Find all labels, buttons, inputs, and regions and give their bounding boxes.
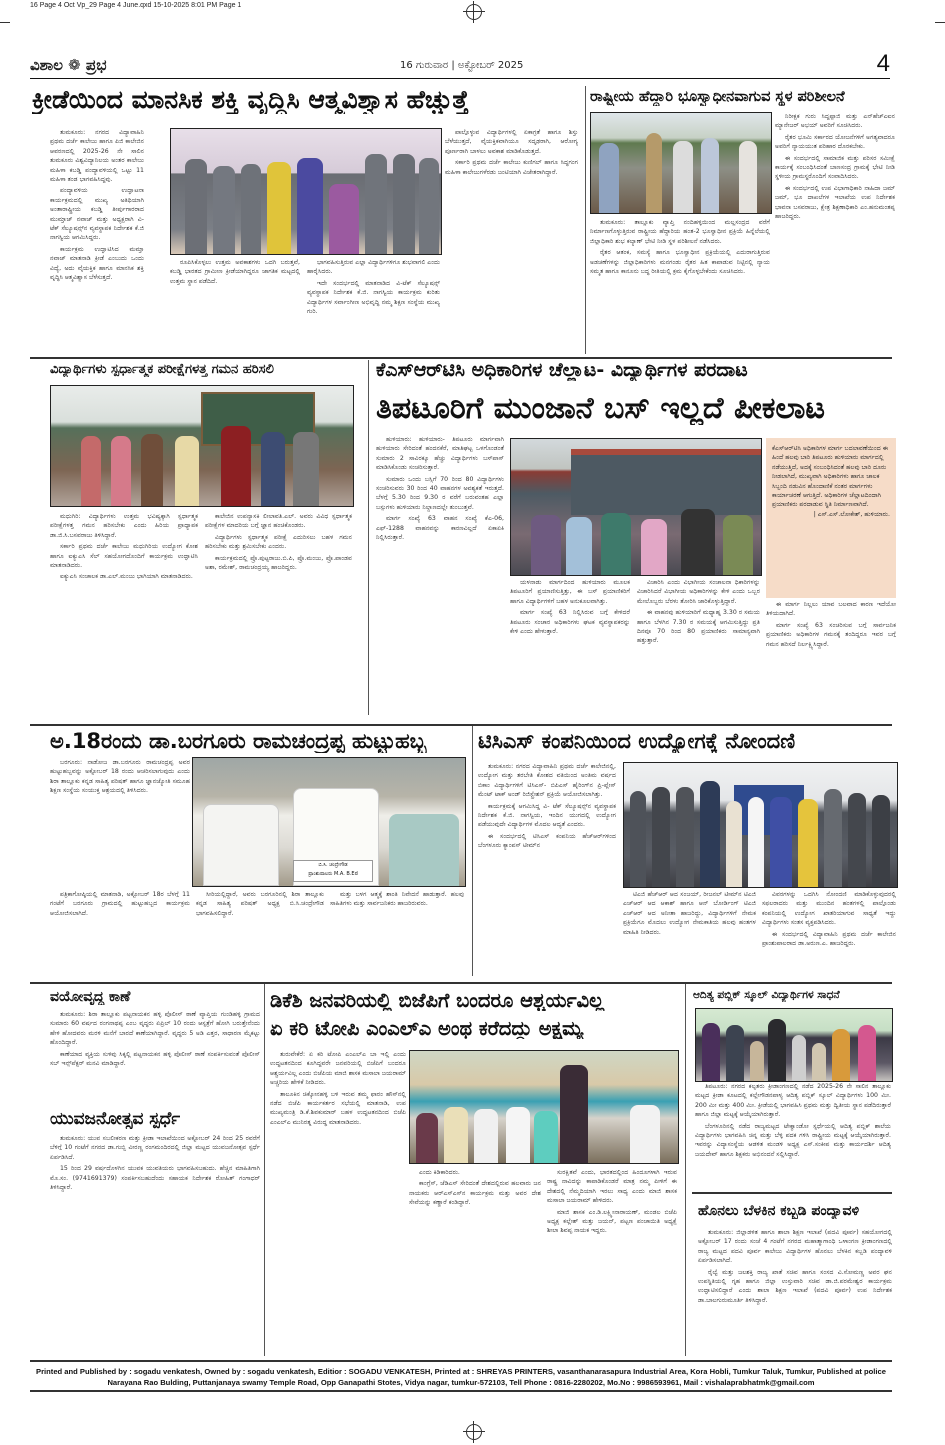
- competitive-headline: ವಿದ್ಯಾರ್ಥಿಗಳು ಸ್ಪರ್ಧಾತ್ಮಕ ಪರೀಕ್ಷೆಗಳತ್ತ ಗಮನ ಹರಿಸಲಿ: [50, 363, 274, 377]
- registration-mark-top: [466, 4, 482, 20]
- tcs-headline: ಟಿಸಿಎಸ್ ಕಂಪನಿಯಿಂದ ಉದ್ಯೋಗಕ್ಕೆ ನೋಂದಣಿ: [478, 730, 796, 753]
- competitive-exam-photo: [50, 385, 354, 507]
- sports-col-4: ಪಾಲ್ಗೊಳ್ಳುವ ವಿದ್ಯಾರ್ಥಿಗಳಲ್ಲಿ ಏಕಾಗ್ರತೆ ಹಾಗೂ ಶಿಸ್ತು ಬೆಳೆಯುತ್ತದೆ, ವೈಯಕ್ತಿಕವಾಗಿಯೂ ಸದೃಢರಾಗಿ, ಆರೋಗ್ಯ ಪೂರ್ಣರಾಗಿ ಬಾಳಲು ಅವಕಾಶ ಮಾಡಿಕೊಡುತ್ತದೆ. ಸರ್ಕಾರಿ ಪ್ರಥಮ ದರ್ಜೆ ಕಾಲೇಜು ಕುಣಿಗಲ್ ಹಾಗೂ ಸಿದ್ಧಗಂಗ ಮಹಿಳಾ ಕಾಲೇಜುಗಳೆರಡು ಜಂಟಿಯಾಗಿ ವಿಜೇತರಾಗಿದ್ದಾರೆ.: [445, 129, 578, 176]
- birthday-col-1: ಪತ್ರಿಕಾಗೋಷ್ಠಿಯಲ್ಲಿ ಮಾತನಾಡಿ, ಅಕ್ಟೋಬರ್ 18ರ ಬೆಳಗ್ಗೆ 11 ಗಂಟೆಗೆ ಬರಗೂರು ಗ್ರಾಮದಲ್ಲಿ ಹುಟ್ಟುಹಬ್ಬದ ಕಾರ್ಯಕ್ರಮ ಆಯೋಜಿಸಲಾಗಿದೆ.: [50, 891, 190, 917]
- birthday-press-meet-photo: [192, 757, 466, 887]
- youth-fest-headline: ಯುವಜನೋತ್ಸವ ಸ್ಪರ್ಧೆ: [50, 1110, 181, 1129]
- birthday-headline: ಅ.18ರಂದು ಡಾ.ಬರಗೂರು ರಾಮಚಂದ್ರಪ್ಪ ಹುಟ್ಟುಹಬ್ಬ: [50, 730, 427, 753]
- crop-mark: [935, 22, 945, 23]
- tcs-col-2: ಟಿಎಜಿ ಹೆಚ್‌ಆರ್ ಆದ ಸಂಜಯ್, ರೀಜನಲ್ ಟೀಮ್‌ನ ಟಿಎಜಿ ಎಚ್‌ಆರ್ ಆದ ಆಕಾಶ್ ಹಾಗೂ ಆನ್ ಬೋರ್ಡಿಂಗ್ ಟಿಎಜಿ ಎಚ್‌ಆರ್ ಆದ ಅನೀತಾ ಹಾಜರಿದ್ದು, ವಿದ್ಯಾರ್ಥಿಗಳಿಗೆ ನೇಮಕ ಪ್ರಕ್ರಿಯೆಗೂ ಮೊದಲು ಉದ್ಯೋಗ ನೇಮಕಾತಿಯ ಹಲವು ಹಂತಗಳ ಮಾಹಿತಿ ನೀಡಿದರು.: [623, 891, 756, 936]
- highway-headline: ರಾಷ್ಟ್ರೀಯ ಹೆದ್ದಾರಿ ಭೂಸ್ವಾಧೀನವಾಗುವ ಸ್ಥಳ ಪರಿಶೀಲನೆ: [590, 90, 845, 105]
- competitive-col-2: ಕಾಲೇಜಿನ ಉಪನ್ಯಾಸಕಿ ಲೀಲಾವತಿ.ಎಲ್. ಅವರು ವಿವಿಧ ಸ್ಪರ್ಧಾತ್ಮಕ ಪರೀಕ್ಷೆಗಳ ಮಾದರಿಯ ಬಗ್ಗೆ ಜ್ಞಾನ ಹಂಚಿಕೊಂಡರು. ವಿದ್ಯಾರ್ಥಿಗಳು ಸ್ಪರ್ಧಾತ್ಮಕ ಪರೀಕ್ಷೆ ಎದುರಿಸಲು ಬಹಳ ಗಮನ ಹರಿಸಬೇಕು ಮತ್ತು ಶ್ರಮಿಸಬೇಕು ಎಂದರು. ಕಾರ್ಯಕ್ರಮದಲ್ಲಿ ಪ್ರೊ.ಪುಟ್ಟರಾಜು.ಬಿ.ಪಿ, ಪ್ರೊ.ಮಂಜು, ಪ್ರೊ.ಪಾಂಡವ ಅಶಾ, ರಮೇಶ್, ರಾಮಚಂದ್ರಯ್ಯ ಹಾಜರಿದ್ದರು.: [205, 513, 352, 572]
- footer-rule-bottom: [30, 1390, 892, 1392]
- column-divider: [685, 984, 686, 1356]
- sports-team-photo: [170, 128, 442, 255]
- bus-col-2: ಯಳನಾಡು ಮಾರ್ಗದಿಂದ ಹುಳಿಯಾರು ಮೂಲಕ ತಿಪಟೂರಿಗೆ ಪ್ರಯಾಣಿಸುತ್ತಿತ್ತು, ಈ ಬಸ್ ಪ್ರಯಾಣಿಕರಿಗೆ ಹಾಗೂ ವಿದ್ಯಾರ್ಥಿಗಳಿಗೆ ಬಹಳ ಅನುಕೂಲವಾಗಿತ್ತು. ಮಾರ್ಗ ಸಂಖ್ಯೆ 63 ನಿಲ್ಲಿಸಿರುವ ಬಗ್ಗೆ ಕೇಳಿದರೆ ತಿಪಟೂರು ಸಂಚಾರ ಅಧಿಕಾರಿಗಳು ಘಟಕ ವ್ಯವಸ್ಥಾಪಕರನ್ನು ಕೇಳಿ ಎಂದು ಹೇಳುತ್ತಾರೆ.: [510, 579, 630, 636]
- page-number: 4: [876, 50, 890, 77]
- bus-headline: ತಿಪಟೂರಿಗೆ ಮುಂಜಾನೆ ಬಸ್ ಇಲ್ಲದೆ ಪೀಕಲಾಟ: [376, 392, 825, 425]
- politics-col-1: ತುರುವೇಕೆರೆ: ಏ ಕರಿ ಟೋಪಿ ಎಂಎಲ್ಎ ಬಾ ಇಲ್ಲಿ ಎಂದು ಉದ್ಧಟತನದಿಂದ ಕೂಗಿದ್ದವರೇ ಜನವರಿಯಲ್ಲಿ ಬಿಜೆಪಿಗೆ ಬಂದರೂ ಆಶ್ಚರ್ಯವಿಲ್ಲ ಎಂದು ಬಿಜೆಪಿಯ ಮಾಜಿ ಶಾಸಕ ಮಸಾಲಾ ಜಯರಾಮ್ ಅಚ್ಚರಿಯ ಹೇಳಿಕೆ ನೀಡಿದರು. ತಾಲೂಕಿನ ಚಿಕ್ಕೋನಹಳ್ಳಿ ಬಳಿ ಇರುವ ತಮ್ಮ ಫಾರಂ ಹೌಸ್‌ನಲ್ಲಿ ನಡೆದ ಬಿಜೆಪಿ ಕಾರ್ಯಕರ್ತರ ಸಭೆಯಲ್ಲಿ ಮಾತನಾಡಿ, ಉಪ ಮುಖ್ಯಮಂತ್ರಿ ಡಿ.ಕೆ.ಶಿವಕುಮಾರ್ ಬಹಳ ಉದ್ಧಟತನದಿಂದ ಬಿಜೆಪಿ ಎಂಎಲ್ಎ ಮುನಿರತ್ನ ವಿರುದ್ಧ ಮಾತನಾಡಿದರು.: [270, 1051, 406, 1126]
- youth-fest-body: ತುಮಕೂರು: ಯುವ ಸಬಲೀಕರಣ ಮತ್ತು ಕ್ರೀಡಾ ಇಲಾಖೆಯಿಂದ ಅಕ್ಟೋಬರ್ 24 ರಿಂದ 25 ರವರೆಗೆ ಬೆಳಿಗ್ಗೆ 10 ಗಂಟೆಗೆ ನಗರದ ಡಾ.ಗುಬ್ಬಿ ವೀರಣ್ಣ ರಂಗಮಂದಿರದಲ್ಲಿ ಜಿಲ್ಲಾ ಮಟ್ಟದ ಯುವಜನೋತ್ಸವ ಸ್ಪರ್ಧೆ ಏರ್ಪಡಿಸಿದೆ. 15 ರಿಂದ 29 ವರ್ಷದೊಳಗಿನ ಯುವಕ ಯುವತಿಯರು ಭಾಗವಹಿಸಬಹುದು. ಹೆಚ್ಚಿನ ಮಾಹಿತಿಗಾಗಿ ಮೊ.ಸಂ. (9741691379) ಸಂಪರ್ಕಿಸಬಹುದೆಂದು ಸಹಾಯಕ ನಿರ್ದೇಶಕ ರೋಹಿತ್ ಗಂಗಾಧರ್ ತಿಳಿಸಿದ್ದಾರೆ.: [50, 1135, 260, 1192]
- school-athletes-photo: [695, 1008, 893, 1082]
- kabaddi-headline: ಹೊನಲು ಬೆಳಕಿನ ಕಬ್ಬಡಿ ಪಂದ್ಯಾವಳಿ: [698, 1204, 860, 1219]
- column-divider: [472, 726, 473, 976]
- missing-person-body: ತುಮಕೂರು: ಶಿರಾ ತಾಲ್ಲೂಕು ಪಟ್ಟನಾಯಕನ ಹಳ್ಳಿ ಪೊಲೀಸ್ ಠಾಣೆ ವ್ಯಾಪ್ತಿಯ ಗುಂಡಿಹಳ್ಳಿ ಗ್ರಾಮದ ಸುಮಾರು 60 ವರ್ಷದ ರಂಗನಾಥಪ್ಪ ಎಂಬ ವೃದ್ಧರು ಏಪ್ರಿಲ್ 10 ರಂದು ಆಸ್ಪತ್ರೆಗೆ ಹೋಗಿ ಬರುತ್ತೇನೆಂದು ಹೇಳಿ ಹೋದವರು ಮರಳಿ ಮನೆಗೆ ಬಾರದೆ ಕಾಣೆಯಾಗಿದ್ದಾರೆ. ವೃದ್ಧರು 5 ಅಡಿ ಎತ್ತರ, ಸಾಧಾರಣ ಮೈಕಟ್ಟು ಹೊಂದಿದ್ದಾರೆ. ಕಾಣೆಯಾದ ವ್ಯಕ್ತಿಯ ಸುಳಿವು ಸಿಕ್ಕಲ್ಲಿ ಪಟ್ಟನಾಯಕನ ಹಳ್ಳಿ ಪೊಲೀಸ್ ಠಾಣೆ ಸಂಪರ್ಕಿಸುವಂತೆ ಪೊಲೀಸ್ ಸಬ್ ಇನ್ಸ್‌ಪೆಕ್ಟರ್ ಮನವಿ ಮಾಡಿದ್ದಾರೆ.: [50, 1011, 260, 1068]
- section-divider: [30, 357, 892, 359]
- imprint-footer: [30, 1366, 892, 1388]
- newspaper-logo: ವಿಶಾಲ ❁ ಪ್ರಭ: [30, 56, 107, 74]
- issue-date: 16 ಗುರುವಾರ | ಅಕ್ಟೋಬರ್ 2025: [400, 60, 524, 71]
- imprint-line-1: Printed and Published by : sogadu venkatesh, Owned by : sogadu venkatesh, Editior : SOGADU VENKATESH, Printed at : SHREYAS PRINTERS, vasanthanarasapura Industrial Area, Kora Hobli, Tumkur Taluk, Tumkur, Published at police: [36, 1367, 886, 1376]
- politics-headline-line-2: ಏ ಕರಿ ಟೋಪಿ ಎಂಎಲ್ಎ ಅಂಥ ಕರೆದದ್ದು ಅಕ್ಷಮ್ಯ: [270, 1018, 584, 1040]
- column-divider: [585, 86, 586, 354]
- section-divider: [30, 982, 892, 984]
- crop-mark: [0, 22, 10, 23]
- column-divider: [368, 360, 369, 715]
- section-divider: [30, 724, 892, 726]
- school-body: ತಿಪಟೂರು: ನಗರದ ಕಲ್ಪತರು ಕ್ರೀಡಾಂಗಣದಲ್ಲಿ ನಡೆದ 2025-26 ನೇ ಸಾಲಿನ ತಾಲ್ಲೂಕು ಮಟ್ಟದ ಕ್ರೀಡಾ ಕೂಟದಲ್ಲಿ ಕಲ್ಲೇಗೌಡನಪಾಳ್ಯ ಆದಿತ್ಯ ಪಬ್ಲಿಕ್ ಸ್ಕೂಲ್ ವಿದ್ಯಾರ್ಥಿಗಳು 100 ಮೀ. 200 ಮೀ ಮತ್ತು 400 ಮೀ. ಕ್ರೀಡೆಯಲ್ಲಿ ಭಾಗವಹಿಸಿ ಪ್ರಥಮ ಮತ್ತು ದ್ವಿತೀಯ ಸ್ಥಾನ ಪಡೆದಿರುತ್ತಾರೆ ಹಾಗೂ ಜಿಲ್ಲಾ ಮಟ್ಟಕ್ಕೆ ಆಯ್ಕೆಯಾಗಿರುತ್ತಾರೆ. ಬೆಂಗಳೂರಿನಲ್ಲಿ ನಡೆದ ರಾಜ್ಯಮಟ್ಟದ ಟೇಕ್ವಾಂಡೋ ಸ್ಪರ್ಧೆಯಲ್ಲಿ ಆದಿತ್ಯ ಪಬ್ಲಿಕ್ ಶಾಲೆಯ ವಿದ್ಯಾರ್ಥಿಗಳು ಭಾಗವಹಿಸಿ ಚಿನ್ನ ಮತ್ತು ಬೆಳ್ಳಿ ಪದಕ ಗಳಿಸಿ ರಾಷ್ಟ್ರೀಯ ಮಟ್ಟಕ್ಕೆ ಆಯ್ಕೆಯಾಗಿರುತ್ತಾರೆ. ಇವರನ್ನು ವಿದ್ಯಾಸಂಸ್ಥೆಯ ಆಡಳಿತ ಮಂಡಳಿ ಅಧ್ಯಕ್ಷ ಎಸ್.ಸಂಕೀಪ ಮತ್ತು ಕಾರ್ಯದರ್ಶಿ ಆದಿತ್ಯ ಜಯದೇವ್ ಹಾಗೂ ಶಿಕ್ಷಕರು ಅಭಿನಂದನೆ ಸಲ್ಲಿಸಿದ್ದಾರೆ.: [695, 1083, 891, 1158]
- tcs-registration-photo: [623, 762, 898, 888]
- bus-col-3: ವಿಚಾರಿಸಿ ಎಂದು ವಿಭಾಗೀಯ ಸಂಚಾಲನಾ ಧಿಕಾರಿಗಳನ್ನು ವಿಚಾರಿಸಿದರೆ ವಿಭಾಗೀಯ ಅಧಿಕಾರಿಗಳನ್ನು ಕೇಳಿ ಎಂದು ಒಬ್ಬರ ಮೇಲೊಬ್ಬರು ಬೆರಳು ತೋರಿಸಿ ಜಾರಿಕೊಳ್ಳುತ್ತಿದ್ದಾರೆ. ಈ ವಾಹನವು ಹುಳಿಯಾರಿಗೆ ಮಧ್ಯಾಹ್ನ 3.30 ರ ಸಮಯ ಹಾಗೂ ಬೆಳಗಿನ 7.30 ರ ಸಮಯಕ್ಕೆ ಆಗಮಿಸುತ್ತಿದ್ದು ಪ್ರತಿ ದಿನವೂ 70 ರಿಂದ 80 ಪ್ರಯಾಣಿಕರು ಸಾಮಾನ್ಯವಾಗಿ ಹತ್ತುತ್ತಾರೆ.: [637, 579, 760, 645]
- kabaddi-body: ತುಮಕೂರು: ಜಿಲ್ಲಾಡಳಿತ ಹಾಗೂ ಶಾಲಾ ಶಿಕ್ಷಣ ಇಲಾಖೆ (ಪದವಿ ಪೂರ್ವ) ಸಹಯೋಗದಲ್ಲಿ ಅಕ್ಟೋಬರ್ 17 ರಂದು ಸಂಜೆ 4 ಗಂಟೆಗೆ ನಗರದ ಮಹಾತ್ಮಾಗಾಂಧಿ ಒಳಾಂಗಣ ಕ್ರೀಡಾಂಗಣದಲ್ಲಿ ರಾಜ್ಯ ಮಟ್ಟದ ಪದವಿ ಪೂರ್ವ ಕಾಲೇಜು ವಿದ್ಯಾರ್ಥಿಗಳ ಹೊನಲು ಬೆಳಕಿನ ಕಬ್ಬಡಿ ಪಂದ್ಯಾವಳಿ ಏರ್ಪಡಿಸಲಾಗಿದೆ. ರೈಲ್ವೆ ಮತ್ತು ಜಲಶಕ್ತಿ ರಾಜ್ಯ ಖಾತೆ ಸಚಿವ ಹಾಗೂ ಸಂಸದ ವಿ.ಸೋಮಣ್ಣ ಅವರ ಘನ ಉಪಸ್ಥಿತಿಯಲ್ಲಿ ಗೃಹ ಹಾಗೂ ಜಿಲ್ಲಾ ಉಸ್ತುವಾರಿ ಸಚಿವ ಡಾ.ಜಿ.ಪರಮೇಶ್ವರ ಕಾರ್ಯಕ್ರಮ ಉದ್ಘಾಟಿಸಲಿದ್ದಾರೆ ಎಂದು ಶಾಲಾ ಶಿಕ್ಷಣ ಇಲಾಖೆ (ಪದವಿ ಪೂರ್ವ) ಉಪ ನಿರ್ದೇಶಕ ಡಾ.ಬಾಲಗುರುಮೂರ್ತಿ ತಿಳಿಸಿದ್ದಾರೆ.: [698, 1229, 892, 1304]
- politics-headline-line-1: ಡಿಕೆಶಿ ಜನವರಿಯಲ್ಲಿ ಬಿಜೆಪಿಗೆ ಬಂದರೂ ಆಶ್ಚರ್ಯವಿಲ್ಲ: [270, 990, 605, 1012]
- box-byline: | ಎಸ್.ಎಸ್.ಲೋಕೇಶ್, ಹುಳಿಯಾರು.: [813, 510, 890, 518]
- bus-col-4: ಈ ಮಾರ್ಗ ನಿಲ್ಲಲು ಯಾವ ಬಲವಾದ ಕಾರಣ ಇದೆಯೋ ತಿಳಿಯದಾಗಿದೆ. ಮಾರ್ಗ ಸಂಖ್ಯೆ 63 ಸಂಚರಿಸುವ ಬಗ್ಗೆ ಸಾರ್ವಜನಿಕ ಪ್ರಯಾಣಿಕರು ಅಧಿಕಾರಿಗಳ ಗಮನಕ್ಕೆ ತಂದಿದ್ದರೂ ಇವರ ಬಗ್ಗೆ ಗಮನ ಹರಿಸದೆ ನಿರ್ಲಕ್ಷ್ಯಿಸಿದ್ದಾರೆ.: [766, 601, 896, 648]
- imprint-line-2: Narayana Rao Bulding, Puttanjanaya swamy Temple Road, Opp Ganapathi Stotes, Vidya nagar, tumkur-572103, Tell Phone : 0816-2280202, Mo.No : 9986593961, Mail : vishalaprabhatmk@gmail.com: [107, 1378, 815, 1387]
- registration-mark-bottom: [466, 1424, 482, 1440]
- highway-site-inspection-photo: [590, 112, 772, 214]
- competitive-col-1: ಮಧುಗಿರಿ: ವಿದ್ಯಾರ್ಥಿಗಳು ಉತ್ತಮ ಭವಿಷ್ಯಕ್ಕಾಗಿ ಸ್ಪರ್ಧಾತ್ಮಕ ಪರೀಕ್ಷೆಗಳತ್ತ ಗಮನ ಹರಿಸಬೇಕು ಎಂದು ಹಿರಿಯ ಪ್ರಾಧ್ಯಾಪಕ ಡಾ.ಜಿ.ಸಿ.ಬಸವರಾಜು ತಿಳಿಸಿದ್ದಾರೆ. ಸರ್ಕಾರಿ ಪ್ರಥಮ ದರ್ಜೆ ಕಾಲೇಜು ಮಧುಗಿರಿಯ ಉದ್ಯೋಗ ಕೋಶ ಹಾಗೂ ಐಕ್ಯುಎಸಿ ಸೆಲ್ ಸಹಯೋಗದೊಂದಿಗೆ ಕಾರ್ಯಕ್ರಮ ಉದ್ಘಾಟಿಸಿ ಮಾತನಾಡಿದರು. ಐಕ್ಯುಎಸಿ ಸಂಚಾಲಕ ಡಾ.ಎಲ್.ಮಂಜು ಭಾಗಿಯಾಗಿ ಮಾತನಾಡಿದರು.: [50, 513, 198, 581]
- name-plate: ಬಿ.ಸಿ. ಚಂದ್ರೇಗೌಡ ಪ್ರಾಂಶುಪಾಲರು M.A. B.Ed: [293, 860, 373, 882]
- tcs-col-1: ತುಮಕೂರು: ನಗರದ ವಿದ್ಯಾವಾಹಿನಿ ಪ್ರಥಮ ದರ್ಜೆ ಕಾಲೇಜಿನಲ್ಲಿ, ಉದ್ಯೋಗ ಮತ್ತು ತರಬೇತಿ ಕೋಶದ ವತಿಯಿಂದ ಅಂತಿಮ ವರ್ಷದ ಬಿಕಾಂ ವಿದ್ಯಾರ್ಥಿಗಳಿಗೆ ಟಿಸಿಎಸ್- ಬಿಪಿಎಸ್ ಹೈರಿಂಗ್‌ನ ಪ್ರಿ-ಪ್ಲೇಸ್ ಮೆಂಟ್ ಟಾಕ್ ಅಂಡ್ ರಿಜಿಸ್ಟ್ರೇಶನ್ ಪ್ರಕ್ರಿಯೆ ಆಯೋಜಿಸಲಾಗಿತ್ತು. ಕಾರ್ಯಕ್ರಮಕ್ಕೆ ಆಗಮಿಸಿದ್ದ ವಿ- ಟೆಕ್ ಸೆಲ್ಯೂಷನ್ಸ್‌ನ ವ್ಯವಸ್ಥಾಪಕ ನಿರ್ದೇಶಕ ಕೆ.ಜಿ. ನಾಗಸ್ವಿಯ, ಇಂದಿನ ಯುಗದಲ್ಲಿ ಉದ್ಯೋಗ ಪಡೆಯುವುದೇ ವಿದ್ಯಾರ್ಥಿಗಳ ಮೊದಲ ಆದ್ಯತೆ ಎಂದರು. ಈ ಸಂದರ್ಭದಲ್ಲಿ ಟಿಸಿಎಸ್ ಕಂಪನಿಯ ಹೆಚ್‌ಆರ್‌ಗಳಿಂದ ಬೆಂಗಳೂರು ಕ್ಯಾಂಪಸ್ ಟೀಮ್‌ನ: [478, 763, 616, 850]
- box-note-text: ಕೆಎಸ್‌ಆರ್‌ಟಿಸಿ ಅಧಿಕಾರಿಗಳ ಮಾರ್ಗ ಬದಲಾವಣೆಯಿಂದ ಈ ಹಿಂದೆ ಹಲವು ಬಾರಿ ತಿಪಟೂರು ಹುಳಿಯಾರು ಮಾರ್ಗದಲ್ಲಿ ನಡೆಯುತ್ತಿದೆ, ಅದಕ್ಕೆ ಸಂಬಂಧಿಸಿದಂತೆ ಹಲವು ಬಾರಿ ದೂರು ನೀಡಲಾಗಿದೆ, ಮುಖ್ಯವಾಗಿ ಅಧಿಕಾರಿಗಳು ಹಾಗೂ ಚಾಲಕ ಸಿಬ್ಬಂದಿ ನಡುವಿನ ಹೊಂದಾಣಿಕೆ ನಂತರ ಮಾರ್ಗಗಳು ಕಾರ್ಯಾಚರಣೆ ಆಗುತ್ತಿದೆ. ಅಧಿಕಾರಿಗಳ ಚೆಲ್ಲಾಟದಿಂದಾಗಿ ಪ್ರಯಾಣಿಕರು ಪರದಾಡುವ ಸ್ಥಿತಿ ನಿರ್ಮಾಣವಾಗಿದೆ.: [772, 445, 889, 509]
- sports-col-3: ಭಾಗವಹಿಸುತ್ತಿರುವ ಎಲ್ಲಾ ವಿದ್ಯಾರ್ಥಿಗಳಿಗೂ ಶುಭವಾಗಲಿ ಎಂದು ಹಾರೈಸಿದರು. ಇದೇ ಸಂದರ್ಭದಲ್ಲಿ ಮಾತನಾಡಿದ ವಿ-ಟೆಕ್ ಸೆಲ್ಯೂಷನ್ಸ್ ವ್ಯವಸ್ಥಾಪಕ ನಿರ್ದೇಶಕ ಕೆ.ಜಿ. ನಾಗಸ್ವಿಯ ಕಾರ್ಯಕ್ರಮ ಕುರಿತು ವಿದ್ಯಾರ್ಥಿಗಳ ಸರ್ವಾಂಗೀಣ ಅಭಿವೃದ್ಧಿ ನಮ್ಮ ಶಿಕ್ಷಣ ಸಂಸ್ಥೆಯ ಮುಖ್ಯ ಗುರಿ.: [307, 259, 440, 316]
- column-divider: [264, 984, 265, 1356]
- bus-kicker: ಕೆಎಸ್‌ಆರ್‌ಟಿಸಿ ಅಧಿಕಾರಿಗಳ ಚೆಲ್ಲಾಟ- ವಿದ್ಯಾರ್ಥಿಗಳ ಪರದಾಟ: [376, 360, 748, 381]
- masthead: [30, 50, 890, 79]
- section-divider: [692, 1192, 892, 1194]
- birthday-col-2: ಸೀರಿಯಲ್ಲಿದ್ದಾರೆ, ಅವರು ಬರಗೂರಿನಲ್ಲಿ ಶಿರಾ ತಾಲ್ಲೂಕು ಕನ್ನಡ ಸಾಹಿತ್ಯ ಪರಿಷತ್ ಅಧ್ಯಕ್ಷ ಬಿ.ಸಿ.ಚಂದ್ರೇಗೌಡ ಭಾಗವಹಿಸಲಿದ್ದಾರೆ.: [196, 891, 324, 917]
- politics-col-2: ಎಂದು ಕಿಡಿಕಾರಿದರು. ಕಾಂಗ್ರೆಸ್, ಜೆಡಿಎಸ್ ಸೇರಿದಂತೆ ದೇಶದಲ್ಲಿರುವ ಹಲವಾರು ಜನ ನಾಯಕರು ಆರ್‌ಎಸ್‌ಎಸ್‌ನ ಕಾರ್ಯಕ್ರಮ ಮತ್ತು ಅವರ ದೇಶ ಸೇವೆಯನ್ನು ಕಣ್ಣಾರೆ ಕಂಡಿದ್ದಾರೆ.: [409, 1169, 541, 1207]
- sports-col-1: ತುಮಕೂರು: ನಗರದ ವಿದ್ಯಾವಾಹಿನಿ ಪ್ರಥಮ ದರ್ಜೆ ಕಾಲೇಜು ಹಾಗೂ ಪಿಜಿ ಕಾಲೇಜಿನ ಆವರಣದಲ್ಲಿ 2025-26 ನೇ ಸಾಲಿನ ತುಮಕೂರು ವಿಶ್ವವಿದ್ಯಾನಿಲಯ ಅಂತರ ಕಾಲೇಜು ಮಹಿಳಾ ಕಬಡ್ಡಿ ಪಂದ್ಯಾವಳಿಯಲ್ಲಿ ಒಟ್ಟು 11 ಮಹಿಳಾ ತಂಡ ಭಾಗವಹಿಸಿದ್ದವು. ಪಂದ್ಯಾವಳಿಯ ಉದ್ಘಾಟನಾ ಕಾರ್ಯಕ್ರಮದಲ್ಲಿ ಮುಖ್ಯ ಅತಿಥಿಯಾಗಿ ಅಂತಾರಾಷ್ಟ್ರೀಯ ಕಬಡ್ಡಿ ತೀರ್ಪುಗಾರರಾದ ಮುಮ್ತಾಜ್ ನವಾಜ್ ಮತ್ತು ಅಧ್ಯಕ್ಷರಾಗಿ ವಿ-ಟೆಕ್ ಸೆಲ್ಯೂಷನ್ಸ್‌ನ ವ್ಯವಸ್ಥಾಪಕ ನಿರ್ದೇಶಕ ಕೆ.ಜಿ ನಾಗಸ್ವಿಯ ಆಗಮಿಸಿದ್ದರು. ಕಾರ್ಯಕ್ರಮ ಉದ್ಘಾಟಿಸಿದ ಮಮ್ತಾ ನವಾಜ್ ಮಾತನಾಡಿ ಕ್ರೀಡೆ ಎಂಬುದು ಒಂದು ವಿದ್ಯೆ, ಅದು ವೈಯಕ್ತಿಕ ಹಾಗೂ ಮಾನಸಿಕ ಶಕ್ತಿ ವೃದ್ಧಿಸಿ ಆತ್ಮವಿಶ್ವಾಸ ಬೆಳೆಸುತ್ತದೆ.: [50, 129, 144, 282]
- bus-crowd-photo: [510, 438, 762, 576]
- school-headline: ಆದಿತ್ಯ ಪಬ್ಲಿಕ್ ಸ್ಕೂಲ್ ವಿದ್ಯಾರ್ಥಿಗಳ ಸಾಧನೆ: [693, 990, 840, 1001]
- sports-col-2: ರೂಪಿಸಿಕೊಳ್ಳಲು ಉತ್ತಮ ಅವಕಾಶಗಳು ಒದಗಿ ಬರುತ್ತವೆ, ಕಬಡ್ಡಿ ಭಾರತದ ಗ್ರಾಮೀಣ ಕ್ರೀಡೆಯಾಗಿದ್ದರೂ ಜಾಗತಿಕ ಮಟ್ಟದಲ್ಲಿ ಉತ್ತಮ ಸ್ಥಾನ ಪಡೆದಿದೆ.: [170, 259, 300, 285]
- birthday-lead: ಬರಗೂರು: ನಾಡೋಜ ಡಾ.ಬರಗೂರು ರಾಮಚಂದ್ರಪ್ಪ ಅವರ ಹುಟ್ಟುಹಬ್ಬವನ್ನು ಅಕ್ಟೋಬರ್ 18 ರಂದು ಆಚರಿಸಲಾಗುವುದು ಎಂದು ಶಿರಾ ತಾಲ್ಲೂಕು ಕನ್ನಡ ಸಾಹಿತ್ಯ ಪರಿಷತ್ ಹಾಗೂ ಜ್ಞಾನಜ್ಯೋತಿ ಸಮೂಹ ಶಿಕ್ಷಣ ಸಂಸ್ಥೆಯ ಸಂಯುಕ್ತ ಆಶ್ರಯದಲ್ಲಿ ತಿಳಿಸಿದರು.: [50, 759, 190, 795]
- bus-complaint-box: [766, 438, 896, 598]
- politics-col-3: ಸುರಕ್ಷಿತವೆ ಎಂದು, ಭಾರತದಲ್ಲಿಂದ ಹಿಂದೂಗಳಾಗಿ ಇರುವ ರಾಷ್ಟ್ರ ನಾವಿದನ್ನು ಕಾಪಾಡಿಕೊಂಡರೆ ಮಾತ್ರ ನಮ್ಮ ಪೀಳಿಗೆ ಈ ದೇಶದಲ್ಲಿ ನೆಮ್ಮದಿಯಾಗಿ ಇರಲು ಸಾಧ್ಯ ಎಂದು ಮಾಜಿ ಶಾಸಕ ಮಸಾಲಾ ಜಯರಾಮ್ ಹೇಳಿದರು. ಮಾಜಿ ಶಾಸಕ ಎಂ.ಡಿ.ಲಕ್ಷ್ಮೀನಾರಾಯಣ್, ಮಂಡಲ ಬಿಜೆಪಿ ಅಧ್ಯಕ್ಷ ಕಲ್ಲೇಶ್ ಮತ್ತು ಜಯನ್, ಪಟ್ಟಣ ಪಂಚಾಯಿತಿ ಅಧ್ಯಕ್ಷೆ ಶೀಲಾ ಶಿವಪ್ಪ ನಾಯಕ ಇದ್ದರು.: [547, 1169, 677, 1235]
- highway-col-1: ತುಮಕೂರು: ತಾಲ್ಲೂಕು ವ್ಯಾಪ್ತಿ ನಂದಿಹಳ್ಳಿಯಿಂದ ಮಲ್ಲಸಂದ್ರದ ವರೆಗೆ ನಿರ್ಮಾಣಗೊಳ್ಳುತ್ತಿರುವ ರಾಷ್ಟ್ರೀಯ ಹೆದ್ದಾರಿಯ ಹಂತ-2 ಭೂಸ್ವಾಧೀನ ಪ್ರಕ್ರಿಯೆ ಹಿನ್ನೆಲೆಯಲ್ಲಿ ಜಿಲ್ಲಾಧಿಕಾರಿ ಶುಭ ಕಲ್ಯಾಣ್ ಭೇಟಿ ನೀಡಿ ಸ್ಥಳ ಪರಿಶೀಲನೆ ನಡೆಸಿದರು. ರೈತರ ಆತಂಕ, ಸಮಸ್ಯೆ ಹಾಗೂ ಭೂಸ್ವಾಧೀನ ಪ್ರಕ್ರಿಯೆಯಲ್ಲಿ ಎದುರಾಗುತ್ತಿರುವ ಅಡಚಣೆಗಳನ್ನು ಜಿಲ್ಲಾಧಿಕಾರಿಗಳು ಮನಗಂಡು ರೈತರ ಹಿತ ಕಾಪಾಡುವ ನಿಟ್ಟಿನಲ್ಲಿ ನ್ಯಾಯ ಸಮ್ಮತ ಹಾಗೂ ಕಾನೂನು ಬದ್ಧ ರೀತಿಯಲ್ಲಿ ಕ್ರಮ ಕೈಗೊಳ್ಳಬೇಕೆಂದು ಸೂಚಿಸಿದರು.: [590, 219, 770, 276]
- politics-meeting-photo: [409, 1050, 679, 1164]
- tcs-col-3: ವಿವರಗಳನ್ನು ಒದಗಿಸಿ ನೋಂದಣಿ ಮಾಡಿಕೊಳ್ಳುವುದರಲ್ಲಿ ಸಫಲರಾದರು ಮತ್ತು ಮುಂದಿನ ಹಂತಗಳಲ್ಲಿ ಪಾಲ್ಗೊಂಡು ಕಂಪನಿಯಲ್ಲಿ ಉದ್ಯೋಗ ಖಾತರಿಯಾಗುವ ಸಾಧ್ಯತೆ ಇದ್ದು ವಿದ್ಯಾರ್ಥಿಗಳು ಸಂತಸ ವ್ಯಕ್ತಪಡಿಸಿದರು. ಈ ಸಂದರ್ಭದಲ್ಲಿ ವಿದ್ಯಾವಾಹಿನಿ ಪ್ರಥಮ ದರ್ಜೆ ಕಾಲೇಜಿನ ಪ್ರಾಂಶುಪಾಲರಾದ ಡಾ.ಅರುಣ.ಎ. ಹಾಜರಿದ್ದರು.: [762, 891, 896, 948]
- print-slug: 16 Page 4 Oct Vp_29 Page 4 June.qxd 15-10-2025 8:01 PM Page 1: [30, 2, 242, 9]
- highway-col-2: ನಿರೀಕ್ಷಕ ಗುರು ಸಿದ್ದಪ್ಪಾಜಿ ಮತ್ತು ಎನ್‌ಹೆಚ್‌ಎಐನ ಮ್ಯಾನೇಜರ್ ಅಭಯ್ ಅವರಿಗೆ ಸೂಚಿಸಿದರು. ರೈತರ ಭೂಮಿ ಸರ್ಕಾರದ ಯೋಜನೆಗಳಿಗೆ ಅಗತ್ಯವಾದರೂ ಅವರಿಗೆ ನ್ಯಾಯಯುತ ಪರಿಹಾರ ದೊರಕಬೇಕು. ಈ ಸಂದರ್ಭದಲ್ಲಿ ಸಾಮಾಜಿಕ ಮತ್ತು ಪರಿಸರ ಸಮೀಕ್ಷೆ ಕಾರ್ಯಕ್ಕೆ ಸಂಬಂಧಿಸಿದಂತೆ ಬಾಣಸಂದ್ರ ಗ್ರಾಮಕ್ಕೆ ಭೇಟಿ ನೀಡಿ ಸ್ಥಳೀಯ ಗ್ರಾಮಸ್ಥರೊಂದಿಗೆ ಸಂವಾದಿಸಿದರು. ಈ ಸಂದರ್ಭದಲ್ಲಿ ಉಪ ವಿಭಾಗಾಧಿಕಾರಿ ನಾಹಿದಾ ಜಮ್‌ ಜಮ್, ಭೂ ದಾಖಲೆಗಳ ಇಲಾಖೆಯ ಉಪ ನಿರ್ದೇಶಕ ಭಾವನಾ ಬಸವರಾಜು, ಕ್ಷೇತ್ರ ಶಿಕ್ಷಣಾಧಿಕಾರಿ ಎಂ.ಹನುಮಂತಪ್ಪ ಹಾಜರಿದ್ದರು.: [775, 113, 895, 221]
- bus-col-1: ಹುಳಿಯಾರು: ಹುಳಿಯಾರು- ತಿಪಟೂರು ಮಾರ್ಗವಾಗಿ ಹುಳಿಯಾರು ಸೇರಿದಂತೆ ಹಂದನಕೆರೆ, ಮಾತಿಘಟ್ಟ ಒಳಗೊಂಡಂತೆ ಸುಮಾರು 2 ಸಾವಿರಕ್ಕೂ ಹೆಚ್ಚು ವಿದ್ಯಾರ್ಥಿಗಳು ಬಸ್‌ಪಾಸ್ ಮಾಡಿಸಿಕೊಂಡು ಸಂಚರಿಸುತ್ತಾರೆ. ಸುಮಾರು ಒಂದು ಬಸ್ಸಿಗೆ 70 ರಿಂದ 80 ವಿದ್ಯಾರ್ಥಿಗಳು ಸಂಚರಿಸುವರು 30 ರಿಂದ 40 ವಾಹನಗಳ ಅವಶ್ಯಕತೆ ಇರುತ್ತದೆ. ಬೆಳಗ್ಗೆ 5.30 ರಿಂದ 9.30 ರ ವರೆಗೆ ಬರುವಂತಹ ಎಲ್ಲಾ ಬಸ್ಸುಗಳು ಹುಳಿಯಾರು ನಿಲ್ದಾಣದಲ್ಲೇ ತುಂಬುತ್ತವೆ. ಮಾರ್ಗ ಸಂಖ್ಯೆ 63 ವಾಹನ ಸಂಖ್ಯೆ ಕೆಎ-06, ಎಫ್-1288 ವಾಹನವನ್ನು ಕಾರಣವಿಲ್ಲದೆ ಏಕಾಏಕಿ ನಿಲ್ಲಿಸಿರುತ್ತಾರೆ.: [376, 436, 504, 542]
- missing-person-headline: ವಯೋವೃದ್ಧ ಕಾಣೆ: [50, 990, 131, 1005]
- footer-rule-top: [30, 1360, 892, 1362]
- birthday-col-3: ಮತ್ತು ಬಳಗ ಆತ್ಮಕ್ಕೆ ಶಾಂತಿ ನಿವೇದನೆ ಹಾಡುತ್ತಾರೆ. ಹಲವು ಸಾಹಿತಿಗಳು ಮತ್ತು ಸಾರ್ವಜನಿಕರು ಹಾಜರಿರುವರು.: [330, 891, 464, 908]
- sports-headline: ಕ್ರೀಡೆಯಿಂದ ಮಾನಸಿಕ ಶಕ್ತಿ ವೃದ್ಧಿಸಿ ಆತ್ಮವಿಶ್ವಾಸ ಹೆಚ್ಚುತ್ತೆ: [32, 86, 469, 114]
